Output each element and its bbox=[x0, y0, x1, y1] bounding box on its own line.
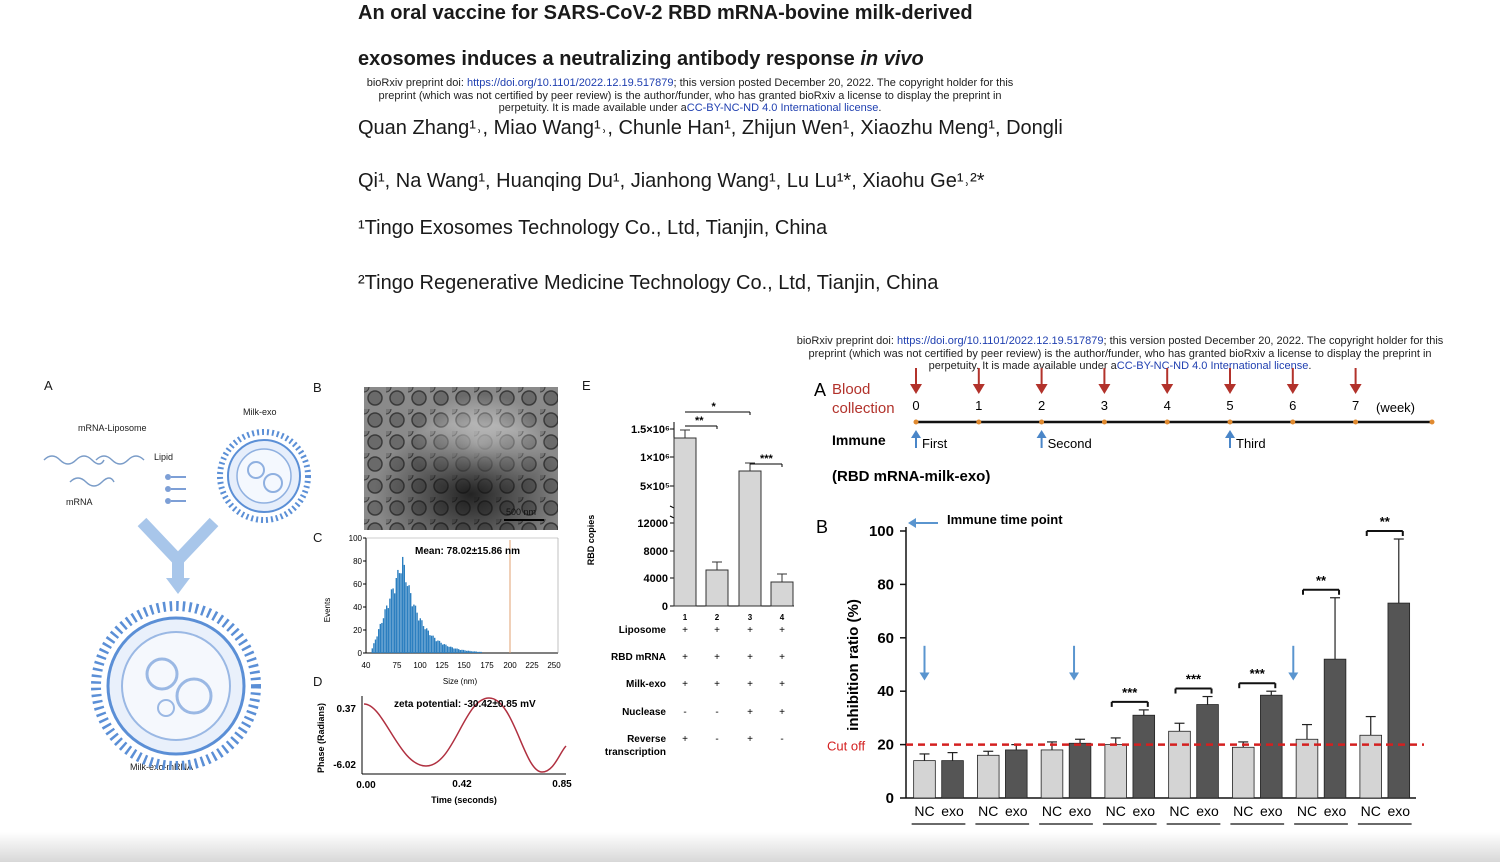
week-label: 4 bbox=[1163, 398, 1171, 413]
bar-ytick-label: 60 bbox=[877, 629, 894, 647]
hist-bar bbox=[450, 647, 451, 653]
panel-label-e: E bbox=[582, 378, 591, 393]
rbd-ylabel: RBD copies bbox=[586, 514, 596, 566]
rbd-row-label: Reverse bbox=[627, 734, 666, 745]
authors-line2: Qi¹, Na Wang¹, Huanqing Du¹, Jianhong Wang¹, Lu Lu¹*, Xiaohu Ge¹˒²* bbox=[358, 170, 985, 192]
rbd-sig-label: ** bbox=[695, 415, 704, 427]
paper-title-line1: An oral vaccine for SARS-CoV-2 RBD mRNA-bovine milk-derived bbox=[358, 2, 973, 24]
rbd-row-label: RBD mRNA bbox=[611, 652, 666, 663]
rbd-sig-label: * bbox=[711, 401, 716, 413]
week-dot bbox=[914, 420, 919, 425]
dose-label: Third bbox=[1236, 436, 1266, 451]
immune-time-arrowhead bbox=[919, 673, 929, 681]
hist-bar bbox=[480, 652, 481, 653]
rbd-row-mark: + bbox=[682, 679, 688, 690]
week-dot bbox=[1228, 420, 1233, 425]
rbd-row-mark: + bbox=[714, 652, 720, 663]
rbd-copies-chart bbox=[580, 392, 810, 772]
rbd-row-mark: + bbox=[779, 625, 785, 636]
bar-nc bbox=[1232, 747, 1254, 798]
rbd-row-mark: + bbox=[779, 679, 785, 690]
affiliation-2: ²Tingo Regenerative Medicine Technology Co., Ltd, Tianjin, China bbox=[358, 272, 939, 294]
legend-immune-label: Immune time point bbox=[947, 512, 1063, 527]
rbd-row-mark: + bbox=[747, 652, 753, 663]
hist-xtick: 100 bbox=[413, 661, 427, 670]
bar-ytick-label: 80 bbox=[877, 576, 894, 594]
immune-arrowhead bbox=[1225, 430, 1235, 438]
hist-bar bbox=[474, 651, 475, 653]
milk-exo-mrna-label: Milk-exo-mRNA bbox=[130, 762, 193, 772]
rbd-row-mark: - bbox=[715, 734, 719, 745]
size-histogram bbox=[320, 530, 570, 690]
hist-bar bbox=[466, 651, 467, 653]
bar-series-label: NC bbox=[1169, 803, 1190, 819]
rbd-row-mark: + bbox=[747, 625, 753, 636]
rbd-bar bbox=[706, 570, 728, 606]
bar-series-label: exo bbox=[1196, 803, 1219, 819]
hist-ytick: 80 bbox=[353, 557, 362, 566]
hist-ytick: 100 bbox=[348, 534, 362, 543]
zeta-xtick: 0.42 bbox=[452, 779, 472, 790]
bar-series-label: exo bbox=[1132, 803, 1156, 819]
immune-time-arrowhead bbox=[1069, 673, 1079, 681]
week-dot bbox=[1165, 420, 1170, 425]
bar-series-label: exo bbox=[1259, 803, 1283, 819]
immune-time-arrowhead bbox=[1288, 673, 1298, 681]
hist-annotation: Mean: 78.02±15.86 nm bbox=[415, 546, 520, 557]
week-dot bbox=[1102, 420, 1107, 425]
bar-exo bbox=[1069, 743, 1091, 798]
hist-bar bbox=[375, 640, 376, 653]
blood-collection-arrowhead bbox=[1224, 384, 1236, 394]
hist-bar bbox=[437, 641, 438, 653]
doi-link-figure[interactable]: https://doi.org/10.1101/2022.12.19.517879 bbox=[896, 335, 1104, 347]
hist-xtick: 225 bbox=[525, 661, 539, 670]
rbd-bar bbox=[674, 438, 696, 606]
bar-exo bbox=[1197, 705, 1219, 798]
hist-bar bbox=[416, 613, 417, 653]
bar-series-label: NC bbox=[978, 803, 999, 819]
hist-bar bbox=[410, 593, 411, 653]
hist-bar bbox=[402, 557, 403, 653]
lipid-molecules bbox=[165, 474, 186, 504]
bar-series-label: NC bbox=[1041, 803, 1063, 819]
bar-nc bbox=[977, 755, 999, 798]
scale-bar-label: 500 nm bbox=[506, 507, 537, 517]
week-label: 6 bbox=[1289, 398, 1297, 413]
rbd-row-label: Nuclease bbox=[622, 707, 666, 718]
blood-collection-label-2: collection bbox=[832, 400, 895, 417]
bar-nc bbox=[1169, 731, 1191, 798]
hist-bar bbox=[444, 644, 445, 653]
hist-bar bbox=[461, 650, 462, 653]
bar-series-label: exo bbox=[1068, 803, 1092, 819]
hist-xtick: 250 bbox=[547, 661, 561, 670]
hist-bar bbox=[472, 651, 473, 653]
rbd-row-mark: + bbox=[779, 652, 785, 663]
hist-xtick: 40 bbox=[361, 661, 371, 670]
rbd-row-mark: + bbox=[747, 679, 753, 690]
zeta-xlabel: Time (seconds) bbox=[431, 795, 497, 805]
rbd-row-mark: + bbox=[682, 734, 688, 745]
license-link[interactable]: CC-BY-NC-ND 4.0 International license bbox=[686, 102, 879, 114]
zeta-plot bbox=[314, 688, 580, 810]
bar-series-label: exo bbox=[1323, 803, 1347, 819]
bar-chart-ylabel: inhibition ratio (%) bbox=[845, 599, 862, 731]
hist-bar bbox=[442, 645, 443, 653]
hist-bar bbox=[373, 643, 374, 653]
doi-link[interactable]: https://doi.org/10.1101/2022.12.19.517879 bbox=[466, 77, 674, 89]
hist-bar bbox=[440, 643, 441, 653]
rbd-row-mark: + bbox=[747, 707, 753, 718]
notice-text: perpetuity. It is made available under a bbox=[498, 102, 687, 114]
sig-label: *** bbox=[1185, 671, 1202, 687]
notice-text: ; this version posted December 20, 2022. The copyright holder for this bbox=[1103, 335, 1444, 347]
immune-label: Immune bbox=[832, 432, 886, 448]
milk-exo-label: Milk-exo bbox=[243, 407, 277, 417]
bar-exo bbox=[1260, 695, 1282, 798]
rbd-ytick: 1.5×10⁶ bbox=[630, 424, 670, 436]
hist-xtick: 175 bbox=[480, 661, 494, 670]
rbd-row-mark: - bbox=[780, 734, 784, 745]
title-line2-main: exosomes induces a neutralizing antibody response bbox=[358, 48, 861, 70]
hist-bar bbox=[380, 624, 381, 653]
bar-ytick-label: 100 bbox=[868, 523, 894, 540]
hist-bar bbox=[420, 618, 421, 653]
merge-arrow bbox=[142, 522, 214, 560]
rbd-row-label: transcription bbox=[604, 747, 666, 758]
bar-ytick-label: 0 bbox=[885, 790, 894, 807]
rbd-bar bbox=[771, 582, 793, 606]
hist-bar bbox=[445, 645, 446, 653]
legend-immune-arrowhead bbox=[908, 518, 916, 528]
blood-collection-label-1: Blood bbox=[832, 381, 871, 398]
mrna-liposome-label: mRNA-Liposome bbox=[78, 423, 147, 433]
bar-series-label: NC bbox=[1296, 803, 1318, 819]
bar-nc bbox=[1041, 750, 1063, 798]
rbd-ytick: 8000 bbox=[643, 546, 668, 558]
hist-bar bbox=[463, 650, 464, 653]
hist-bar bbox=[458, 649, 459, 653]
blood-collection-arrowhead bbox=[973, 384, 985, 394]
hist-bar bbox=[397, 570, 398, 653]
hist-ytick: 0 bbox=[357, 649, 362, 658]
milk-exo-vesicle bbox=[220, 432, 308, 520]
hist-bar bbox=[460, 650, 461, 653]
hist-bar bbox=[389, 599, 390, 653]
zeta-xtick: 0.00 bbox=[356, 780, 376, 791]
blood-collection-arrowhead bbox=[1161, 384, 1173, 394]
hist-bar bbox=[452, 647, 453, 653]
dose-label: Second bbox=[1047, 436, 1092, 451]
bar-series-label: exo bbox=[941, 803, 964, 819]
week-dot bbox=[1353, 420, 1358, 425]
bar-series-label: NC bbox=[914, 803, 935, 819]
hist-bar bbox=[426, 628, 427, 653]
hist-bar bbox=[455, 649, 456, 653]
bar-ytick-label: 40 bbox=[877, 683, 894, 701]
hist-bar bbox=[376, 636, 377, 653]
hist-bar bbox=[391, 589, 392, 653]
hist-bar bbox=[431, 636, 432, 653]
notice-text: bioRxiv preprint doi: bbox=[796, 335, 897, 347]
hist-bar bbox=[429, 635, 430, 653]
hist-xtick: 150 bbox=[457, 661, 471, 670]
zeta-ytick-bottom: -6.02 bbox=[333, 760, 356, 771]
hist-bar bbox=[428, 631, 429, 653]
sig-label: *** bbox=[1122, 684, 1138, 700]
notice-text: perpetuity. It is made available under a bbox=[928, 360, 1117, 372]
hist-bar bbox=[432, 636, 433, 653]
mrna-label: mRNA bbox=[66, 497, 93, 507]
title-line2-italic: in vivo bbox=[860, 48, 924, 70]
rbd-group-label: 4 bbox=[779, 613, 785, 622]
sig-label: *** bbox=[1249, 666, 1265, 682]
rbd-group-label: 3 bbox=[747, 613, 753, 622]
rbd-row-label: Liposome bbox=[618, 625, 666, 636]
hist-bar bbox=[408, 585, 409, 653]
blood-collection-arrowhead bbox=[1287, 384, 1299, 394]
hist-bar bbox=[396, 578, 397, 653]
hist-bar bbox=[471, 651, 472, 653]
hist-bar bbox=[447, 646, 448, 653]
notice-line2: preprint (which was not certified by peer review) is the author/funder, who has granted bioRxiv a license to display the preprint in bbox=[808, 347, 1432, 360]
hist-bar bbox=[372, 648, 373, 653]
mrna-strand bbox=[44, 456, 104, 464]
hist-bar bbox=[436, 641, 437, 653]
hist-bar bbox=[392, 588, 393, 653]
hist-bar bbox=[424, 629, 425, 653]
hist-xtick: 200 bbox=[503, 661, 517, 670]
blood-collection-arrowhead bbox=[1350, 384, 1362, 394]
notice-text: bioRxiv preprint doi: bbox=[366, 77, 467, 89]
hist-bar bbox=[453, 648, 454, 653]
week-label: 7 bbox=[1351, 398, 1360, 413]
rbd-group-label: 1 bbox=[682, 613, 688, 622]
axis-end-dot bbox=[1430, 420, 1435, 425]
hist-bar bbox=[418, 621, 419, 653]
hist-bar bbox=[384, 609, 385, 653]
hist-bar bbox=[413, 605, 414, 653]
paper-title-line2 bbox=[358, 48, 924, 71]
hist-bar bbox=[407, 586, 408, 653]
rbd-ytick: 5×10⁵ bbox=[640, 481, 670, 493]
bar-series-label: NC bbox=[1233, 803, 1254, 819]
bar-series-label: NC bbox=[1360, 803, 1381, 819]
bar-series-label: NC bbox=[1105, 803, 1126, 819]
hist-bar bbox=[400, 573, 401, 653]
notice-text: . bbox=[1308, 360, 1312, 372]
hist-xtick: 125 bbox=[435, 661, 449, 670]
blood-collection-arrowhead bbox=[910, 384, 922, 394]
hist-bar bbox=[476, 652, 477, 653]
license-link-figure[interactable]: CC-BY-NC-ND 4.0 International license bbox=[1116, 360, 1309, 372]
hist-bar bbox=[378, 629, 379, 653]
rbd-ytick: 4000 bbox=[643, 573, 668, 585]
preprint-notice-top bbox=[300, 77, 1080, 115]
week-label: 1 bbox=[975, 398, 983, 413]
lipid-label: Lipid bbox=[154, 452, 174, 462]
hist-bar bbox=[388, 608, 389, 653]
rbd-ytick: 12000 bbox=[637, 518, 668, 530]
tem-image bbox=[364, 387, 558, 530]
week-unit: (week) bbox=[1376, 400, 1416, 415]
hist-ylabel: Events bbox=[323, 597, 332, 623]
rbd-row-mark: + bbox=[714, 679, 720, 690]
week-label: 3 bbox=[1100, 398, 1109, 413]
bar-exo bbox=[1005, 750, 1027, 798]
authors-line1: Quan Zhang¹˒, Miao Wang¹˒, Chunle Han¹, Zhijun Wen¹, Xiaozhu Meng¹, Dongli bbox=[358, 117, 1063, 139]
week-dot bbox=[1290, 420, 1295, 425]
week-dot bbox=[976, 420, 981, 425]
rbd-sig-label: *** bbox=[760, 453, 773, 465]
hist-bar bbox=[439, 641, 440, 653]
hist-bar bbox=[399, 573, 400, 653]
rbd-row-mark: + bbox=[682, 625, 688, 636]
bar-nc bbox=[1105, 745, 1127, 798]
hist-bar bbox=[479, 652, 480, 653]
bar-nc bbox=[914, 761, 936, 798]
bar-series-label: exo bbox=[1004, 803, 1028, 819]
zeta-annotation: zeta potential: -30.42±0.85 mV bbox=[394, 699, 536, 710]
bar-exo bbox=[1133, 715, 1155, 798]
panel-label-a: A bbox=[44, 378, 53, 393]
rbd-row-mark: + bbox=[714, 625, 720, 636]
timeline-panel-label: A bbox=[814, 380, 827, 400]
hist-bar bbox=[421, 620, 422, 653]
notice-text: ; this version posted December 20, 2022. The copyright holder for this bbox=[673, 77, 1014, 89]
hist-bar bbox=[386, 606, 387, 653]
rbd-row-mark: + bbox=[682, 652, 688, 663]
immune-arrowhead bbox=[1037, 430, 1047, 438]
rbd-group-label: 2 bbox=[714, 613, 720, 622]
bar-nc bbox=[1296, 739, 1318, 798]
hist-xlabel: Size (nm) bbox=[442, 677, 478, 686]
week-label: 2 bbox=[1037, 398, 1046, 413]
merge-arrow-head bbox=[166, 578, 190, 594]
hist-ytick: 20 bbox=[353, 626, 362, 635]
hist-ytick: 60 bbox=[353, 580, 362, 589]
rbd-bar bbox=[739, 471, 761, 606]
rbd-ytick: 0 bbox=[661, 601, 668, 613]
week-label: 0 bbox=[912, 398, 920, 413]
zeta-xtick: 0.85 bbox=[552, 779, 572, 790]
zeta-ylabel: Phase (Radians) bbox=[316, 702, 326, 774]
hist-bar bbox=[456, 649, 457, 653]
notice-line2: preprint (which was not certified by peer review) is the author/funder, who has granted bioRxiv a license to display the preprint in bbox=[378, 89, 1002, 102]
bar-series-label: exo bbox=[1387, 803, 1411, 819]
hist-ytick: 40 bbox=[353, 603, 362, 612]
chart-panel-label: B bbox=[816, 517, 829, 537]
week-dot bbox=[1039, 420, 1044, 425]
bar-ytick-label: 20 bbox=[877, 736, 894, 754]
hist-bar bbox=[477, 652, 478, 653]
cutoff-label: Cut off bbox=[827, 738, 866, 754]
hist-bar bbox=[394, 593, 395, 653]
notice-text: . bbox=[878, 102, 882, 114]
milk-exo-mrna-vesicle bbox=[96, 606, 256, 766]
rbd-row-mark: + bbox=[779, 707, 785, 718]
hist-bar bbox=[468, 651, 469, 653]
week-label: 5 bbox=[1226, 398, 1234, 413]
panel-label-d: D bbox=[313, 674, 323, 689]
hist-bar bbox=[415, 606, 416, 653]
rbd-row-mark: - bbox=[683, 707, 687, 718]
dose-label: First bbox=[922, 436, 948, 451]
hist-bar bbox=[405, 582, 406, 653]
hist-bar bbox=[381, 623, 382, 653]
hist-bar bbox=[434, 638, 435, 653]
sig-label: ** bbox=[1379, 514, 1390, 530]
zeta-ytick-top: 0.37 bbox=[336, 704, 356, 715]
bar-exo bbox=[942, 761, 964, 798]
hist-bar bbox=[423, 626, 424, 653]
hist-bar bbox=[383, 618, 384, 653]
rbd-row-mark: - bbox=[715, 707, 719, 718]
panel-label-b: B bbox=[313, 380, 322, 395]
sig-label: ** bbox=[1315, 572, 1327, 588]
bottom-edge-shading bbox=[0, 832, 1500, 862]
blood-collection-arrowhead bbox=[1036, 384, 1048, 394]
mrna-strand bbox=[70, 478, 114, 486]
rbd-row-label: Milk-exo bbox=[625, 679, 666, 690]
hist-bar bbox=[412, 606, 413, 653]
rbd-ytick: 1×10⁶ bbox=[640, 452, 670, 464]
immunization-timeline bbox=[810, 366, 1450, 496]
hist-xtick: 75 bbox=[392, 661, 402, 670]
rbd-row-mark: + bbox=[747, 734, 753, 745]
blood-collection-arrowhead bbox=[1098, 384, 1110, 394]
vaccine-label: (RBD mRNA-milk-exo) bbox=[832, 468, 991, 485]
inhibition-bar-chart bbox=[810, 505, 1450, 857]
bar-exo bbox=[1388, 603, 1410, 798]
hist-bar bbox=[448, 647, 449, 653]
panel-label-c: C bbox=[313, 530, 323, 545]
affiliation-1: ¹Tingo Exosomes Technology Co., Ltd, Tianjin, China bbox=[358, 217, 828, 239]
hist-bar bbox=[469, 651, 470, 653]
hist-bar bbox=[404, 565, 405, 653]
hist-bar bbox=[464, 650, 465, 653]
bar-exo bbox=[1324, 659, 1346, 798]
immune-arrowhead bbox=[911, 430, 921, 438]
